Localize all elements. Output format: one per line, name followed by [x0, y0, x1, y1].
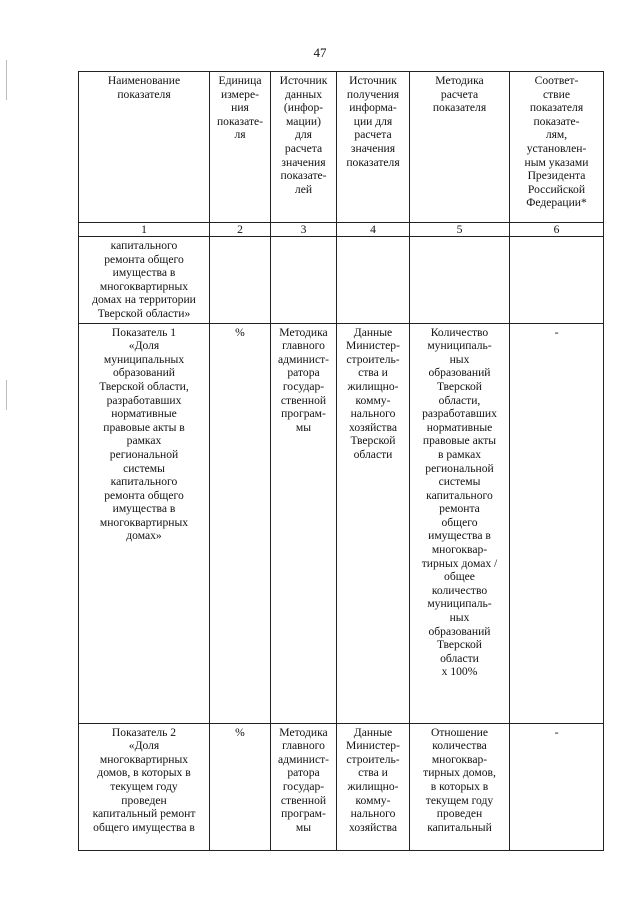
indicator-name-cell: Показатель 1 «Доля муниципальных образований Тверской области, разработавших нормативные правовые акты в рамках региональной системы капитального ремонта общего имущества в многоквартирных домах» [79, 323, 210, 723]
header-cell-unit: Единица измере- ния показате- ля [210, 72, 271, 223]
header-cell-name: Наименование показателя [79, 72, 210, 223]
page-number: 47 [313, 45, 327, 60]
unit-cell: % [210, 723, 271, 850]
table-row [79, 237, 604, 324]
indicator-name-cell: Показатель 2 «Доля многоквартирных домов, в которых в текущем году проведен капитальный ремонт общего имущества в [79, 723, 210, 850]
source-info-cell: Данные Министер- строитель- ства и жилищно- комму- нального хозяйства Тверской области [337, 323, 410, 723]
unit-cell [210, 237, 271, 324]
compliance-cell: - [510, 323, 604, 723]
table-row [79, 323, 604, 723]
table-row [79, 723, 604, 850]
method-cell: Количество муниципаль- ных образований Тверской области, разработавших нормативные правовые акты в рамках региональной системы капитального ремонта общего имущества в многоквар- тирных домах / общее количество муниципаль- ных образований Тверской области х 100% [410, 323, 510, 723]
scan-edge-mark [6, 380, 7, 410]
indicator-name-cell: капитального ремонта общего имущества в многоквартирных домах на территории Тверской области» [79, 237, 210, 324]
header-cell-method: Методика расчета показателя [410, 72, 510, 223]
header-row [79, 72, 604, 223]
header-cell-source: Источник данных (инфор- мации) для расчета значения показате- лей [271, 72, 337, 223]
column-number-row [79, 223, 604, 237]
compliance-cell: - [510, 723, 604, 850]
source-cell: Методика главного админист- ратора государ- ственной програм- мы [271, 323, 337, 723]
header-cell-compliance: Соответ- ствие показателя показате- лям, установлен- ным указами Президента Российской Федерации* [510, 72, 604, 223]
method-cell [410, 237, 510, 324]
column-number: 5 [410, 223, 510, 237]
source-cell [271, 237, 337, 324]
source-info-cell: Данные Министер- строитель- ства и жилищно- комму- нального хозяйства [337, 723, 410, 850]
column-number: 2 [210, 223, 271, 237]
column-number: 1 [79, 223, 210, 237]
column-number: 4 [337, 223, 410, 237]
unit-cell: % [210, 323, 271, 723]
source-info-cell [337, 237, 410, 324]
header-cell-source-info: Источник получения информа- ции для расчета значения показателя [337, 72, 410, 223]
column-number: 3 [271, 223, 337, 237]
column-number: 6 [510, 223, 604, 237]
compliance-cell [510, 237, 604, 324]
scan-edge-mark [6, 60, 7, 100]
method-cell: Отношение количества многоквар- тирных домов, в которых в текущем году проведен капитальный [410, 723, 510, 850]
indicator-table [78, 71, 604, 851]
source-cell: Методика главного админист- ратора государ- ственной програм- мы [271, 723, 337, 850]
